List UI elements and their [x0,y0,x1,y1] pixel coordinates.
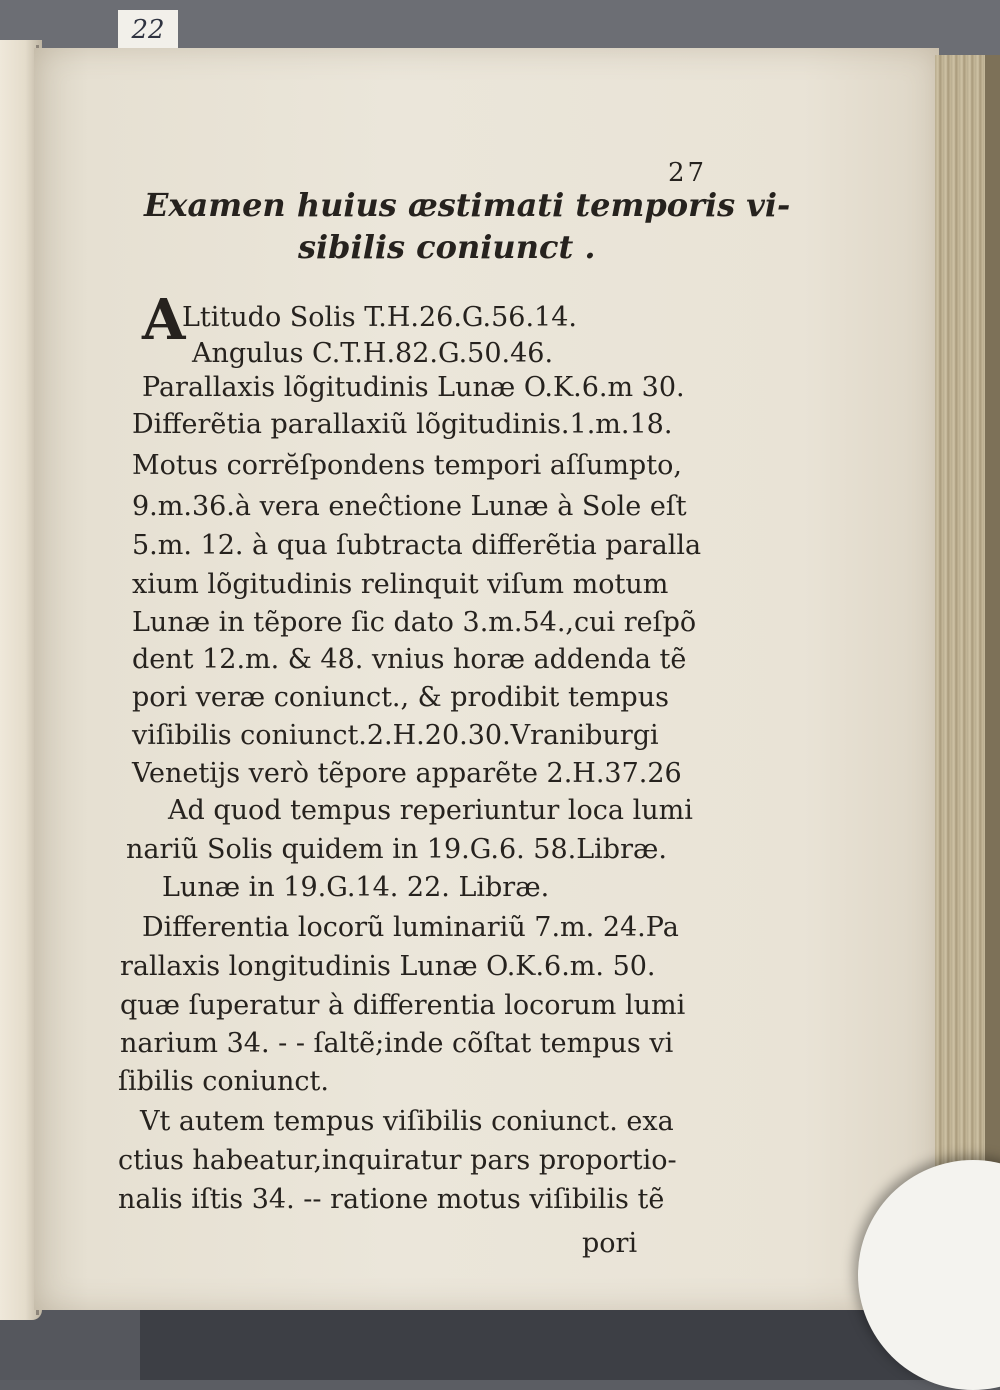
page-number: 27 [668,158,708,188]
text-line-15: nariũ Solis quidem in 19.G.6. 58.Libræ. [126,834,667,865]
text-line-1: Ltitudo Solis T.H.26.G.56.14. [182,302,577,333]
heading-line-1: Examen huius æstimati temporis vi- [144,186,791,224]
text-line-21: ſibilis coniunct. [118,1066,329,1097]
catchword: pori [582,1228,638,1259]
text-line-6: 9.m.36.à vera eneĉtione Lunæ à Sole eſt [132,491,687,522]
text-line-10: dent 12.m. & 48. vnius horæ addenda tẽ [132,644,687,675]
text-line-11: pori veræ coniunct., & prodibit tempus [132,682,669,713]
text-line-8: xium lõgitudinis relinquit viſum motum [132,569,669,600]
text-line-17: Differentia locorũ luminariũ 7.m. 24.Pa [142,912,679,943]
text-line-16: Lunæ in 19.G.14. 22. Libræ. [162,872,550,903]
text-line-24: nalis iſtis 34. -- ratione motus viſibilis tẽ [118,1184,665,1215]
text-line-19: quæ ſuperatur à differentia locorum lumi [120,990,686,1021]
text-line-14: Ad quod tempus reperiuntur loca lumi [168,795,693,826]
text-line-18: rallaxis longitudinis Lunæ O.K.6.m. 50. [120,951,656,982]
heading-line-2: sibilis coniunct . [298,228,596,266]
text-line-9: Lunæ in tẽpore ſic dato 3.m.54.,cui reſpõ [132,607,697,638]
text-line-5: Motus corrĕſpondens tempori aſſumpto, [132,450,682,481]
text-line-13: Venetijs verò tẽpore apparẽte 2.H.37.26 [132,758,682,789]
text-line-4: Differẽtia parallaxiũ lõgitudinis.1.m.18. [132,409,673,440]
margin-page-tag: 22 [118,10,178,50]
drop-cap: A [142,287,186,353]
text-line-3: Parallaxis lõgitudinis Lunæ O.K.6.m 30. [142,372,685,403]
text-line-7: 5.m. 12. à qua ſubtracta differẽtia paralla [132,530,702,561]
text-line-20: narium 34. - - ſaltẽ;inde cõſtat tempus vi [120,1028,674,1059]
text-line-23: ctius habeatur,inquiratur pars proportio- [118,1145,677,1176]
text-line-12: viſibilis coniunct.2.H.20.30.Vraniburgi [132,720,659,751]
text-line-22: Vt autem tempus viſibilis coniunct. exa [140,1106,674,1137]
text-line-2: Angulus C.T.H.82.G.50.46. [192,338,554,369]
